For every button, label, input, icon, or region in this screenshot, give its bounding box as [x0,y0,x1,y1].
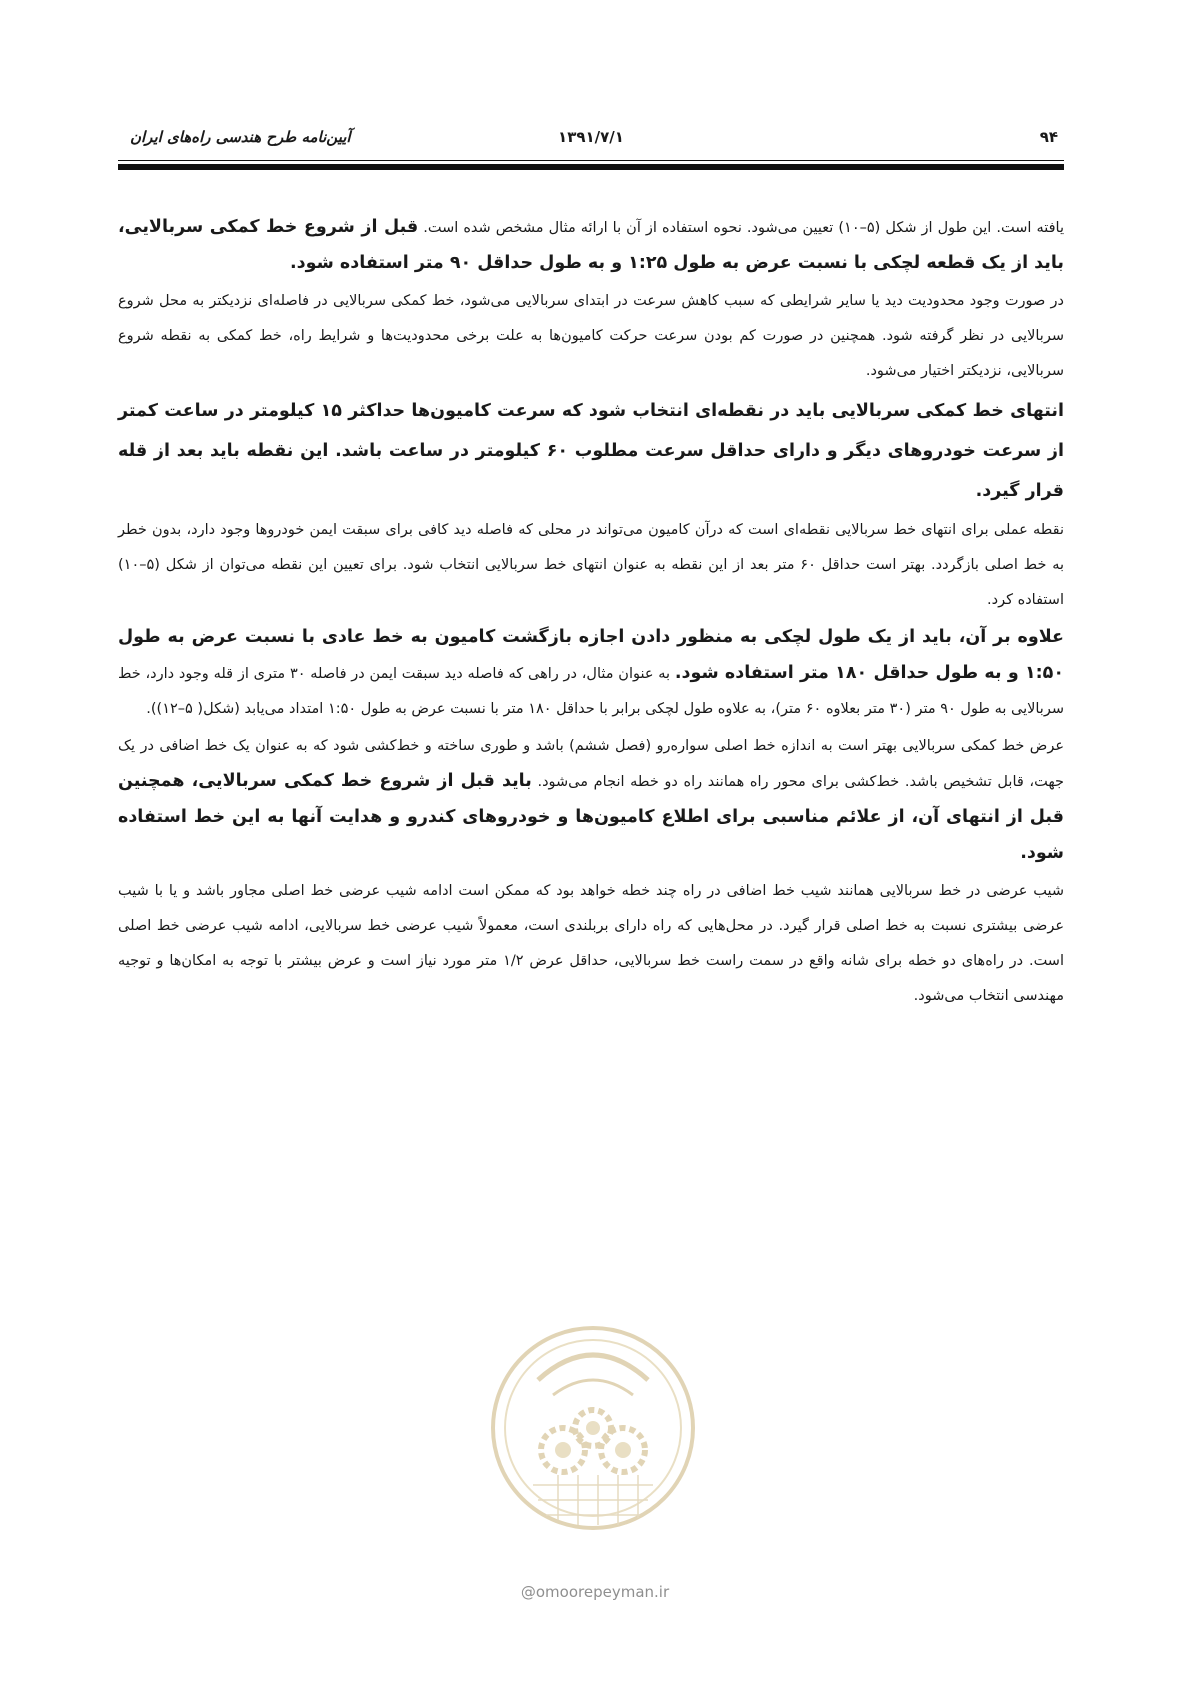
paragraph-bold-text: باید قبل از شروع خط کمکی سربالایی، همچنین قبل از انتهای آن، از علائم مناسبی برای اطلاع کامیون‌ها و خودروهای کندرو و هدایت آنها به این خط استفاده شود. [118,771,1064,863]
paragraph-7 [118,874,1064,1014]
header-rule-thick [118,164,1064,170]
paragraph-text: یافته است. این طول از شکل (۵–۱۰) تعیین می‌شود. نحوه استفاده از آن با ارائه مثال مشخص شده است. [418,220,1064,236]
page-number: ۹۴ [1039,128,1058,146]
paragraph-text: عرض خط کمکی سربالایی بهتر است به اندازه خط اصلی سواره‌رو (فصل ششم) باشد و طوری ساخته و خط‌کشی شود که به عنوان یک خط اضافی در یک جهت، قابل تشخیص باشد. خط‌کشی برای محور راه همانند راه دو خطه انجام می‌شود. [118,738,1065,790]
paragraph-3 [118,391,1064,511]
paragraph-text: به عنوان مثال، در راهی که فاصله دید سبقت ایمن در فاصله ۳۰ متری از قله وجود دارد، خط سربالایی به طول ۹۰ متر (۳۰ متر بعلاوه ۶۰ متر)، به علاوه طول لچکی برابر با حداقل ۱۸۰ متر با نسبت عرض به طول ۱:۵۰ امتداد می‌یابد (شکل( ۵–۱۲)). [118,666,1064,717]
paragraph-bold-text: قبل از شروع خط کمکی سربالایی، باید از یک قطعه لچکی با نسبت عرض به طول ۱:۲۵ و به طول حداقل ۹۰ متر استفاده شود. [118,217,1064,273]
header-rule-thin [118,160,1064,161]
header-date: ۱۳۹۱/۷/۱ [558,128,624,146]
header-title: آیین‌نامه طرح هندسی راه‌های ایران [130,128,351,146]
paragraph-4 [118,513,1064,618]
body-text [118,210,1064,1016]
paragraph-text: نقطه عملی برای انتهای خط سربالایی نقطه‌ای است که درآن کامیون می‌تواند در محلی که فاصله دید کافی برای سبقت ایمن خودروها وجود دارد، بدون خطر به خط اصلی بازگردد. بهتر است حداقل ۶۰ متر بعد از این نقطه به عنوان انتهای خط سربالایی انتخاب شود. برای تعیین این نقطه می‌توان از شکل (۵–۱۰) استفاده کرد. [118,522,1065,608]
paragraph-2 [118,284,1064,389]
paragraph-5 [118,620,1064,727]
page-header [118,128,1064,158]
paragraph-bold-text: انتهای خط کمکی سربالایی باید در نقطه‌ای انتخاب شود که سرعت کامیون‌ها حداکثر ۱۵ کیلومتر در ساعت کمتر از سرعت خودروهای دیگر و دارای حداقل سرعت مطلوب ۶۰ کیلومتر در ساعت باشد. این نقطه باید بعد از قله قرار گیرد. [118,401,1064,501]
paragraph-text: در صورت وجود محدودیت دید یا سایر شرایطی که سبب کاهش سرعت در ابتدای سربالایی می‌شود، خط کمکی سربالایی در فاصله‌ای نزدیکتر به محل شروع سربالایی در نظر گرفته شود. همچنین در صورت کم بودن سرعت حرکت کامیون‌ها به علت برخی محدودیت‌ها و شرایط راه، خط کمکی به نقطه شروع سربالایی، نزدیکتر اختیار می‌شود. [118,293,1064,379]
paragraph-6 [118,729,1064,872]
paragraph-text: شیب عرضی در خط سربالایی همانند شیب خط اضافی در راه چند خطه خواهد بود که ممکن است ادامه شیب عرضی خط اصلی مجاور باشد و یا با شیب عرضی بیشتری نسبت به خط اصلی قرار گیرد. در محل‌هایی که راه دارای بربلندی است، معمولاً شیب عرضی خط سربالایی، ادامه شیب عرضی خط اصلی است. در راه‌های دو خطه برای شانه واقع در سمت راست خط سربالایی، حداقل عرض ۱/۲ متر مورد نیاز است و عرض بیشتر با توجه به امکان‌ها و توجیه مهندسی انتخاب می‌شود. [118,883,1064,1004]
watermark-text: @omoorepeyman.ir [520,1583,670,1601]
watermark-logo [478,1310,708,1560]
paragraph-1 [118,210,1064,282]
paragraph-bold-text: علاوه بر آن، باید از یک طول لچکی به منظور دادن اجازه بازگشت کامیون به خط عادی با نسبت عرض به طول ۱:۵۰ و به طول حداقل ۱۸۰ متر استفاده شود. [118,627,1065,683]
